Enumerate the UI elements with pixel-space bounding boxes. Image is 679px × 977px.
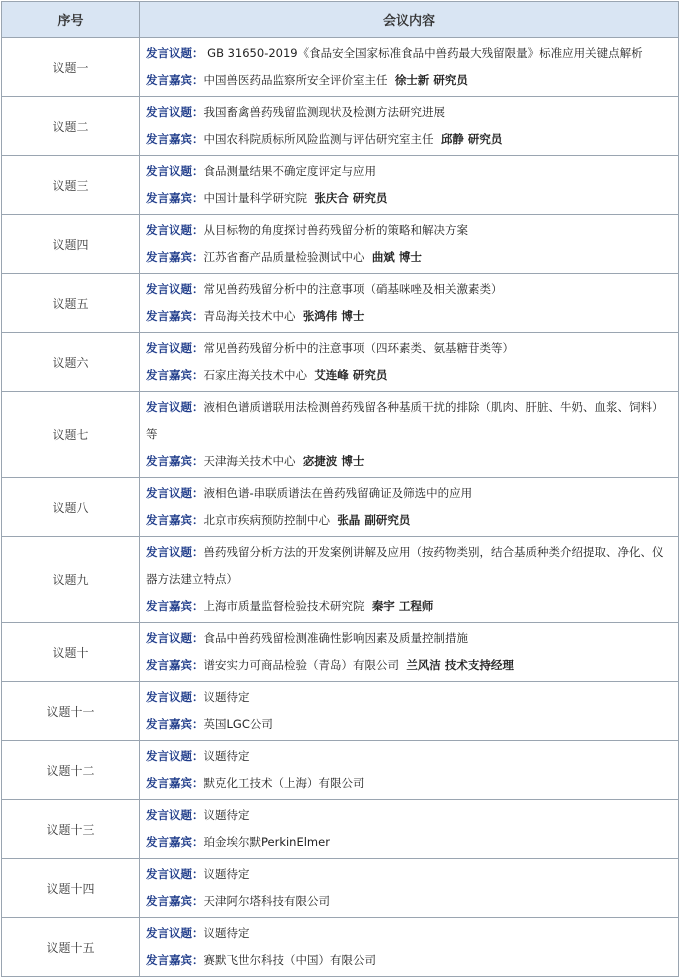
speaker-label: 发言嘉宾：: [146, 658, 204, 672]
speaker-line: [146, 67, 674, 94]
topic-label: 发言议题：: [146, 867, 204, 881]
topic-line: [146, 276, 674, 303]
topic-number: 议题四: [2, 215, 140, 274]
topic-line: [146, 335, 674, 362]
speaker-line: [146, 244, 674, 271]
table-row: [2, 918, 679, 977]
topic-label: 发言议题：: [146, 486, 204, 500]
speaker-name: 兰风洁 技术支持经理: [406, 658, 514, 672]
speaker-org: 江苏省畜产品质量检验测试中心: [203, 250, 365, 264]
topic-content: [140, 97, 679, 156]
topic-content: [140, 918, 679, 977]
speaker-line: [146, 362, 674, 389]
speaker-line: [146, 829, 674, 856]
topic-text: 液相色谱-串联质谱法在兽药残留确证及筛选中的应用: [203, 486, 473, 500]
speaker-line: [146, 185, 674, 212]
table-row: [2, 97, 679, 156]
topic-label: 发言议题：: [146, 690, 204, 704]
agenda-table: [1, 1, 679, 977]
speaker-org: 中国兽医药品监察所安全评价室主任: [203, 73, 388, 87]
speaker-label: 发言嘉宾：: [146, 717, 204, 731]
speaker-line: [146, 888, 674, 915]
topic-text: 食品中兽药残留检测准确性影响因素及质量控制措施: [203, 631, 468, 645]
topic-content: [140, 215, 679, 274]
speaker-line: [146, 652, 674, 679]
speaker-org: 青岛海关技术中心: [203, 309, 296, 323]
topic-line: [146, 217, 674, 244]
topic-label: 发言议题：: [146, 223, 204, 237]
topic-line: [146, 920, 674, 947]
speaker-label: 发言嘉宾：: [146, 191, 204, 205]
topic-content: [140, 478, 679, 537]
table-row: [2, 800, 679, 859]
header-seq: 序号: [2, 2, 140, 38]
topic-text: 从目标物的角度探讨兽药残留分析的策略和解决方案: [203, 223, 468, 237]
speaker-org: 北京市疾病预防控制中心: [203, 513, 330, 527]
speaker-name: 曲斌 博士: [371, 250, 422, 264]
speaker-org: 默克化工技术（上海）有限公司: [203, 776, 365, 790]
topic-line: [146, 625, 674, 652]
table-row: [2, 682, 679, 741]
topic-text: 议题待定: [203, 808, 250, 822]
speaker-line: [146, 448, 674, 475]
table-row: [2, 156, 679, 215]
topic-number: 议题九: [2, 537, 140, 623]
table-row: [2, 274, 679, 333]
topic-text: 议题待定: [203, 926, 250, 940]
speaker-name: 张鸿伟 博士: [302, 309, 365, 323]
topic-number: 议题十: [2, 623, 140, 682]
speaker-line: [146, 770, 674, 797]
speaker-label: 发言嘉宾：: [146, 250, 204, 264]
topic-label: 发言议题：: [146, 164, 204, 178]
table-row: [2, 859, 679, 918]
topic-line: [146, 802, 674, 829]
topic-content: [140, 156, 679, 215]
topic-label: 发言议题：: [146, 341, 204, 355]
speaker-label: 发言嘉宾：: [146, 835, 204, 849]
speaker-label: 发言嘉宾：: [146, 776, 204, 790]
speaker-org: 珀金埃尔默PerkinElmer: [203, 835, 330, 849]
topic-number: 议题七: [2, 392, 140, 478]
speaker-label: 发言嘉宾：: [146, 599, 204, 613]
topic-content: [140, 392, 679, 478]
topic-label: 发言议题：: [146, 282, 204, 296]
topic-line: [146, 158, 674, 185]
table-row: [2, 741, 679, 800]
topic-line: [146, 99, 674, 126]
topic-text: 议题待定: [203, 690, 250, 704]
topic-content: [140, 623, 679, 682]
topic-label: 发言议题：: [146, 46, 204, 60]
topic-line: [146, 539, 674, 593]
topic-content: [140, 859, 679, 918]
topic-number: 议题六: [2, 333, 140, 392]
speaker-org: 上海市质量监督检验技术研究院: [203, 599, 365, 613]
speaker-name: 张庆合 研究员: [314, 191, 388, 205]
topic-content: [140, 741, 679, 800]
table-row: [2, 38, 679, 97]
speaker-org: 中国计量科学研究院: [203, 191, 307, 205]
topic-content: [140, 274, 679, 333]
speaker-org: 天津阿尔塔科技有限公司: [203, 894, 330, 908]
topic-line: [146, 684, 674, 711]
topic-number: 议题二: [2, 97, 140, 156]
speaker-org: 石家庄海关技术中心: [203, 368, 307, 382]
topic-text: 液相色谱质谱联用法检测兽药残留各种基质干扰的排除（肌肉、肝脏、牛奶、血浆、饲料）等: [146, 400, 664, 441]
speaker-label: 发言嘉宾：: [146, 132, 204, 146]
speaker-label: 发言嘉宾：: [146, 894, 204, 908]
speaker-label: 发言嘉宾：: [146, 454, 204, 468]
topic-text: 议题待定: [203, 749, 250, 763]
topic-number: 议题十三: [2, 800, 140, 859]
topic-text: 我国畜禽兽药残留监测现状及检测方法研究进展: [203, 105, 445, 119]
topic-number: 议题三: [2, 156, 140, 215]
table-row: [2, 478, 679, 537]
speaker-line: [146, 711, 674, 738]
topic-label: 发言议题：: [146, 926, 204, 940]
topic-label: 发言议题：: [146, 808, 204, 822]
topic-number: 议题五: [2, 274, 140, 333]
topic-number: 议题十五: [2, 918, 140, 977]
topic-label: 发言议题：: [146, 749, 204, 763]
topic-label: 发言议题：: [146, 631, 204, 645]
speaker-name: 艾连峰 研究员: [314, 368, 388, 382]
topic-text: 常见兽药残留分析中的注意事项（四环素类、氨基糖苷类等）: [203, 341, 514, 355]
topic-number: 议题十二: [2, 741, 140, 800]
table-row: [2, 392, 679, 478]
topic-content: [140, 537, 679, 623]
topic-text: 兽药残留分析方法的开发案例讲解及应用（按药物类别，结合基质种类介绍提取、净化、仪器方法建立特点）: [146, 545, 664, 586]
speaker-line: [146, 126, 674, 153]
table-row: [2, 333, 679, 392]
topic-content: [140, 333, 679, 392]
speaker-org: 英国LGC公司: [203, 717, 273, 731]
topic-number: 议题一: [2, 38, 140, 97]
topic-line: [146, 394, 674, 448]
speaker-name: 秦宇 工程师: [371, 599, 434, 613]
speaker-line: [146, 303, 674, 330]
speaker-line: [146, 507, 674, 534]
speaker-name: 张晶 副研究员: [337, 513, 411, 527]
topic-number: 议题十一: [2, 682, 140, 741]
topic-line: [146, 861, 674, 888]
speaker-org: 谱安实力可商品检验（青岛）有限公司: [203, 658, 399, 672]
topic-label: 发言议题：: [146, 400, 204, 414]
topic-line: [146, 743, 674, 770]
table-row: [2, 215, 679, 274]
topic-text: GB 31650-2019《食品安全国家标准食品中兽药最大残留限量》标准应用关键点解析: [203, 46, 643, 60]
speaker-line: [146, 947, 674, 974]
topic-content: [140, 38, 679, 97]
speaker-label: 发言嘉宾：: [146, 368, 204, 382]
table-row: [2, 537, 679, 623]
speaker-label: 发言嘉宾：: [146, 309, 204, 323]
speaker-org: 赛默飞世尔科技（中国）有限公司: [203, 953, 376, 967]
topic-number: 议题八: [2, 478, 140, 537]
topic-content: [140, 682, 679, 741]
speaker-org: 中国农科院质标所风险监测与评估研究室主任: [203, 132, 434, 146]
topic-content: [140, 800, 679, 859]
topic-label: 发言议题：: [146, 105, 204, 119]
topic-label: 发言议题：: [146, 545, 204, 559]
speaker-name: 宓捷波 博士: [302, 454, 365, 468]
topic-text: 食品测量结果不确定度评定与应用: [203, 164, 376, 178]
speaker-label: 发言嘉宾：: [146, 513, 204, 527]
speaker-name: 徐士新 研究员: [394, 73, 468, 87]
header-row: [2, 2, 679, 38]
speaker-line: [146, 593, 674, 620]
topic-number: 议题十四: [2, 859, 140, 918]
topic-line: [146, 480, 674, 507]
speaker-label: 发言嘉宾：: [146, 73, 204, 87]
topic-text: 议题待定: [203, 867, 250, 881]
table-row: [2, 623, 679, 682]
topic-line: [146, 40, 674, 67]
topic-text: 常见兽药残留分析中的注意事项（硝基咪唑及相关激素类）: [203, 282, 503, 296]
header-content: 会议内容: [140, 2, 679, 38]
speaker-org: 天津海关技术中心: [203, 454, 296, 468]
speaker-name: 邱静 研究员: [440, 132, 503, 146]
speaker-label: 发言嘉宾：: [146, 953, 204, 967]
